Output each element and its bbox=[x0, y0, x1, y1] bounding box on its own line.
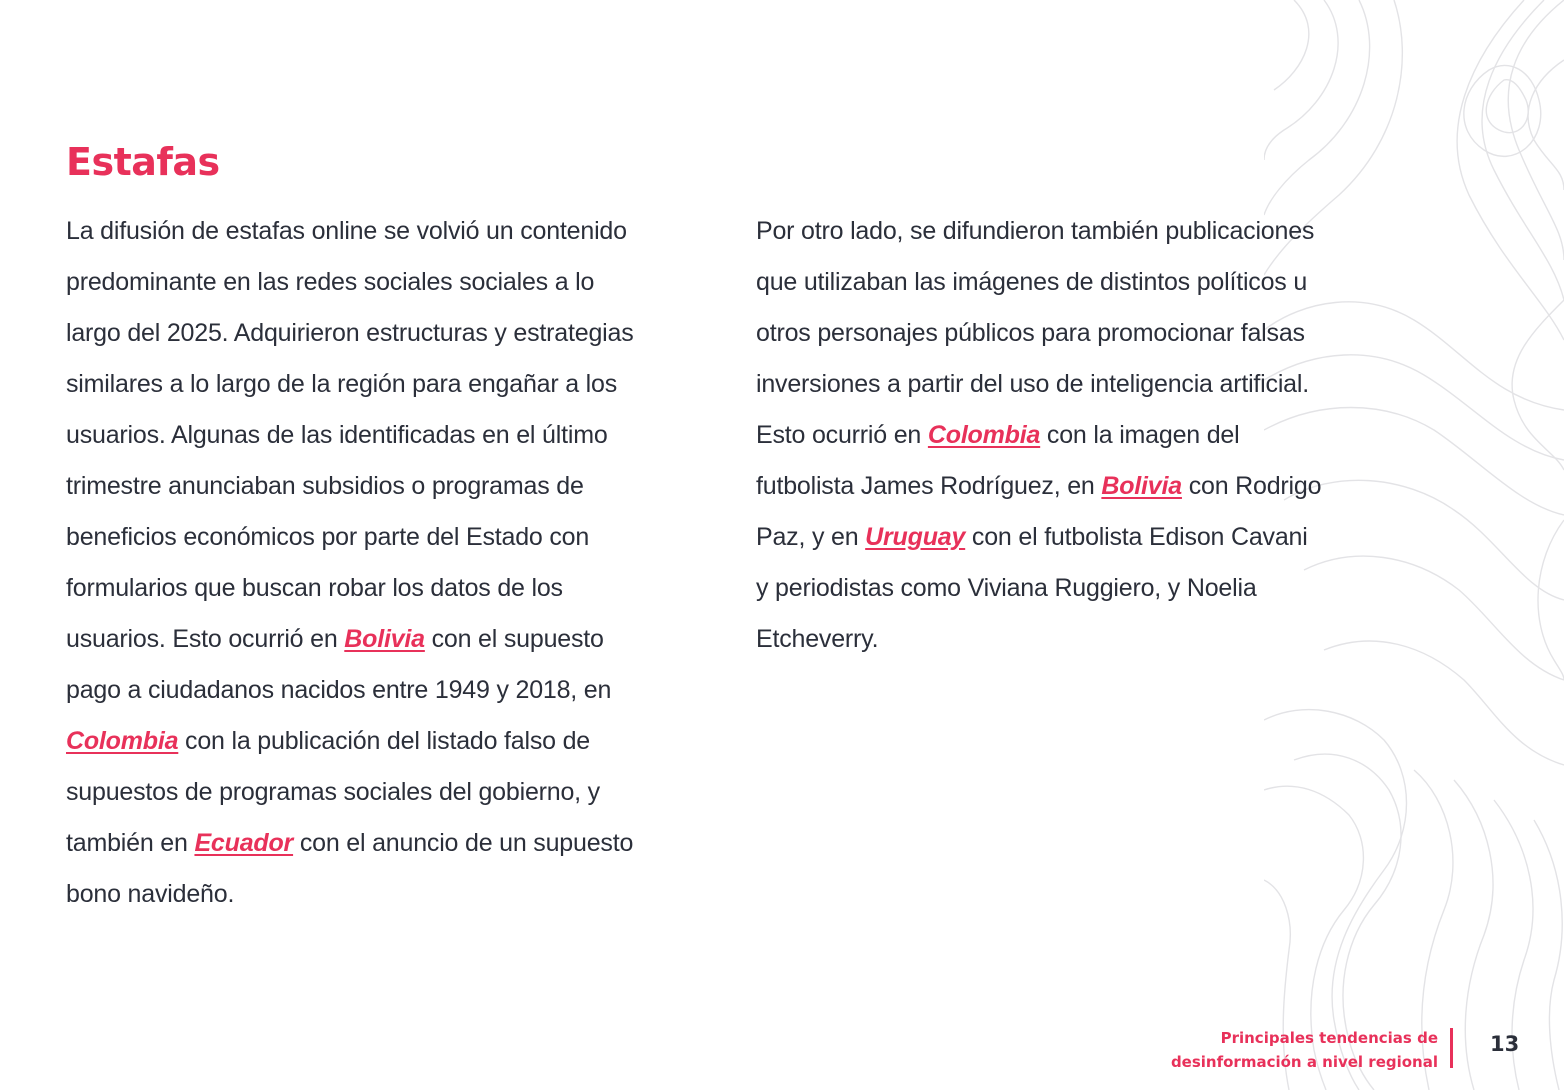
text-fragment: pago a ciudadanos nacidos entre 1949 y 2018, en bbox=[66, 676, 612, 704]
paragraph-line bbox=[66, 410, 686, 461]
country-link-bolivia[interactable]: Bolivia bbox=[1101, 472, 1182, 500]
paragraph-line bbox=[66, 767, 686, 818]
country-link-uruguay[interactable]: Uruguay bbox=[865, 523, 966, 551]
country-link-colombia[interactable]: Colombia bbox=[927, 421, 1041, 449]
text-fragment: también en bbox=[66, 829, 195, 857]
left-column-text bbox=[66, 206, 686, 920]
paragraph-line bbox=[66, 461, 686, 512]
text-fragment: formularios que buscan robar los datos de los bbox=[66, 574, 563, 602]
text-fragment: usuarios. Esto ocurrió en bbox=[66, 625, 345, 653]
paragraph-line bbox=[756, 308, 1396, 359]
paragraph-line bbox=[756, 410, 1396, 461]
paragraph-line bbox=[66, 308, 686, 359]
paragraph-line bbox=[66, 665, 686, 716]
text-fragment: usuarios. Algunas de las identificadas en el último bbox=[66, 421, 608, 449]
text-fragment: con el futbolista Edison Cavani bbox=[965, 523, 1308, 551]
text-fragment: futbolista James Rodríguez, en bbox=[756, 472, 1102, 500]
paragraph-line bbox=[756, 359, 1396, 410]
paragraph-line bbox=[756, 206, 1396, 257]
text-fragment: beneficios económicos por parte del Estado con bbox=[66, 523, 590, 551]
paragraph-line bbox=[66, 716, 686, 767]
footer-title-line-2: desinformación a nivel regional bbox=[1170, 1053, 1438, 1071]
paragraph-line bbox=[66, 614, 686, 665]
paragraph-line bbox=[756, 257, 1396, 308]
text-fragment: Por otro lado, se difundieron también publicaciones bbox=[756, 217, 1315, 245]
paragraph-line bbox=[756, 461, 1396, 512]
text-fragment: con el anuncio de un supuesto bbox=[293, 829, 634, 857]
paragraph-line bbox=[66, 818, 686, 869]
text-fragment: bono navideño. bbox=[66, 880, 235, 908]
paragraph-line bbox=[66, 869, 686, 920]
page-number: 13 bbox=[1490, 1032, 1520, 1056]
footer-document-title bbox=[1171, 1026, 1438, 1074]
text-fragment: supuestos de programas sociales del gobierno, y bbox=[66, 778, 600, 806]
text-fragment: con la imagen del bbox=[1040, 421, 1240, 449]
text-fragment: predominante en las redes sociales sociales a lo bbox=[66, 268, 595, 296]
footer-title-line-1: Principales tendencias de bbox=[1220, 1029, 1438, 1047]
paragraph-line bbox=[66, 206, 686, 257]
text-fragment: trimestre anunciaban subsidios o programas de bbox=[66, 472, 584, 500]
paragraph-line bbox=[66, 257, 686, 308]
paragraph-line bbox=[756, 512, 1396, 563]
paragraph-line bbox=[66, 563, 686, 614]
text-fragment: Paz, y en bbox=[756, 523, 866, 551]
footer-divider bbox=[1450, 1028, 1453, 1068]
text-fragment: que utilizaban las imágenes de distintos políticos u bbox=[756, 268, 1308, 296]
text-fragment: similares a lo largo de la región para engañar a los bbox=[66, 370, 618, 398]
text-fragment: La difusión de estafas online se volvió un contenido bbox=[66, 217, 627, 245]
text-fragment: Etcheverry. bbox=[756, 625, 879, 653]
paragraph-line bbox=[756, 563, 1396, 614]
paragraph-line bbox=[66, 512, 686, 563]
text-fragment: con la publicación del listado falso de bbox=[178, 727, 591, 755]
right-column-text bbox=[756, 206, 1396, 665]
text-fragment: otros personajes públicos para promocionar falsas bbox=[756, 319, 1305, 347]
text-fragment: con el supuesto bbox=[424, 625, 604, 653]
country-link-ecuador[interactable]: Ecuador bbox=[194, 829, 294, 857]
text-fragment: largo del 2025. Adquirieron estructuras y estrategias bbox=[66, 319, 634, 347]
text-fragment: y periodistas como Viviana Ruggiero, y Noelia bbox=[756, 574, 1257, 602]
country-link-bolivia[interactable]: Bolivia bbox=[344, 625, 425, 653]
paragraph-line bbox=[66, 359, 686, 410]
country-link-colombia[interactable]: Colombia bbox=[66, 727, 179, 755]
paragraph-line bbox=[756, 614, 1396, 665]
section-title: Estafas bbox=[66, 140, 220, 184]
text-fragment: con Rodrigo bbox=[1181, 472, 1322, 500]
text-fragment: inversiones a partir del uso de inteligencia artificial. bbox=[756, 370, 1309, 398]
text-fragment: Esto ocurrió en bbox=[756, 421, 928, 449]
